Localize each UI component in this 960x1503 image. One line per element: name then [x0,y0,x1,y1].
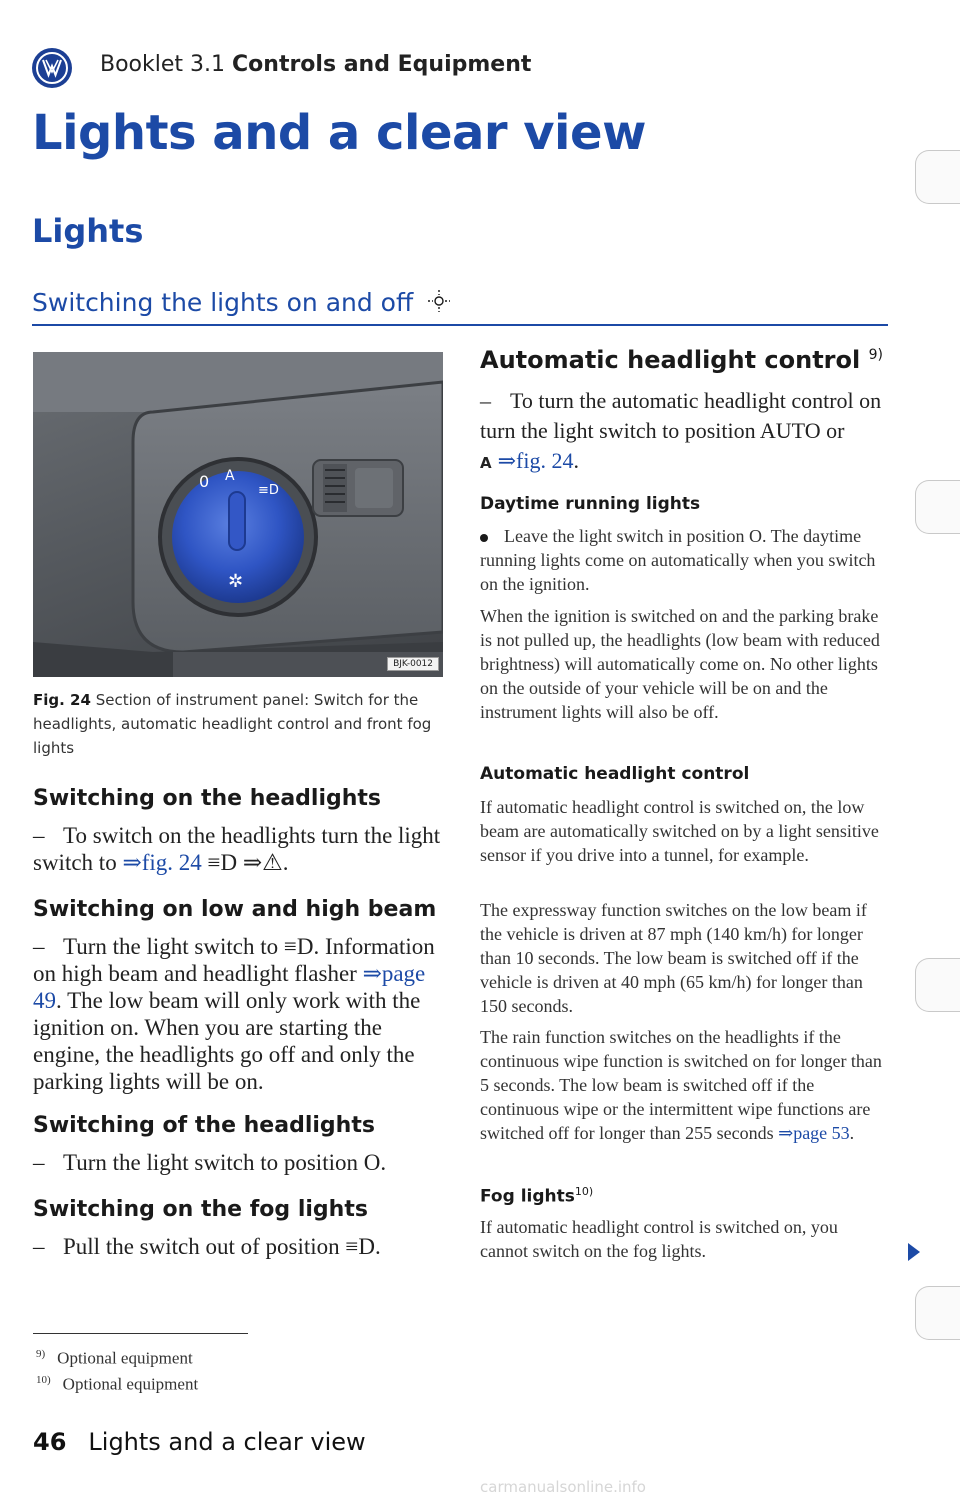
para-text: Turn the light switch to ≡D. Information on high beam and headlight flasher [33,934,435,986]
page-edge-tab [915,1286,960,1340]
footnote-9 [36,1348,193,1369]
para-ahc-tunnel: If automatic headlight control is switched on, the low beam are automatically switched on by a light sensitive sensor if you drive into a tunnel, for example. [480,797,879,865]
footnote-mark: 9) [36,1348,46,1360]
topic-heading [32,288,451,317]
footnote-ref-10[interactable]: 10) [574,1185,594,1198]
heading-automatic-headlight-control [480,346,883,374]
light-switch-illustration [33,352,443,677]
footnote-ref-9[interactable]: 9) [868,347,883,363]
heading-daytime-running-lights: Daytime running lights [480,494,701,514]
para-text-end: ≡D ⇒⚠. [201,850,289,875]
watermark: carmanualsonline.info [480,1478,646,1496]
heading-fog-lights: Switching on the fog lights [33,1197,368,1222]
heading-automatic-headlight-control-2: Automatic headlight control [480,764,750,784]
bullet-daytime-running-lights [480,524,890,596]
heading-switching-on-headlights: Switching on the headlights [33,786,382,811]
para-fog-lights: – Pull the switch out of position ≡D. [33,1234,381,1259]
para-text-end: . [849,1123,855,1143]
footnote-text: Optional equipment [62,1374,199,1394]
page-title: Lights and a clear view [32,105,646,161]
link-page-53[interactable]: ⇒page 53 [778,1123,850,1143]
para-ahc-expressway: The expressway function switches on the low beam if the vehicle is driven at 87 mph (140 km/h) for longer than 10 seconds. The low beam is switched off if the vehicle is driven at 40 mph (65 km/h) for longer than 150 seconds. [480,900,867,1016]
image-code: BJK-0012 [387,657,439,671]
figure-number: Fig. 24 [33,691,91,709]
para-daytime-running-lights: When the ignition is switched on and the parking brake is not pulled up, the headlights (low beam with reduced brightness) will automatically come on. No other lights on the outside of your vehicle will be on and the instrument lights will also be off. [480,606,880,722]
figure-caption [33,688,443,760]
para-fog-lights-right: If automatic headlight control is switched on, you cannot switch on the fog lights. [480,1217,838,1261]
heading-low-high-beam: Switching on low and high beam [33,897,437,922]
para-text: Pull the switch out of position ≡D. [63,1234,381,1259]
topic-heading-text: Switching the lights on and off [32,288,414,317]
heading-fog-lights-right [480,1185,593,1207]
link-fig-24-right[interactable]: ⇒fig. 24 [497,448,574,473]
para-auto-control: – To turn the automatic headlight control on turn the light switch to position AUTO or A ⇒fig. 24. [480,388,882,473]
bullet-icon [480,534,488,542]
para-text-end: . The low beam will only work with the ignition on. When you are starting the engine, the headlights go off and only the parking lights will be on. [33,988,421,1094]
heading-switching-off-headlights: Switching of the headlights [33,1113,375,1138]
link-page-49[interactable]: ⇒page 49 [33,961,426,1013]
vw-logo [32,48,72,88]
page-edge-tab [915,958,960,1012]
booklet-section: Controls and Equipment [232,52,532,77]
para-text: To turn the automatic headlight control on turn the light switch to position AUTO or [480,388,882,443]
para-switching-off-headlights: – Turn the light switch to position O. [33,1150,387,1175]
heading-text: Automatic headlight control [480,346,861,374]
para-text: The rain function switches on the headlights if the continuous wipe function is switched on for longer than 5 seconds. The low beam is switched off if the continuous wipe or the intermittent wipe functions are switched off for longer than 255 seconds [480,1027,882,1143]
page-subtitle: Lights [32,212,144,250]
footnote-10 [36,1374,198,1395]
page-number: 46 [33,1428,67,1456]
para-switching-on-headlights: – To switch on the headlights turn the light switch to ⇒fig. 24 ≡D ⇒⚠. [33,823,441,875]
figure-caption-text: Section of instrument panel: Switch for the headlights, automatic headlight control and front fog lights [33,691,432,757]
para-text: Turn the light switch to position O. [63,1150,387,1175]
link-fig-24[interactable]: ⇒fig. 24 [122,850,202,875]
page-footer [33,1428,366,1456]
sun-icon [427,289,451,313]
page-edge-tab [915,480,960,534]
continue-arrow-icon[interactable] [908,1243,920,1261]
dial-label-off: 0 [199,472,210,491]
para-text: To switch on the headlights turn the light switch to [33,823,441,875]
footnote-text: Optional equipment [57,1348,193,1368]
booklet-header [100,52,531,77]
vw-logo-icon [35,51,69,85]
para-ahc-rain [480,1025,890,1145]
dial-label-auto: A [225,468,235,484]
dial-label-low-beam: ≡D [258,483,279,498]
para-low-high-beam: – Turn the light switch to ≡D. Information on high beam and headlight flasher ⇒page 49. The low beam will only work with the ignition on. When you are starting the engine, the headlights go off and only the parking lights will be on. [33,934,435,1094]
booklet-label: Booklet 3.1 [100,52,226,77]
bullet-text: Leave the light switch in position O. The daytime running lights come on automatically when you switch on the ignition. [480,526,876,594]
dial-label-fog: ✲ [228,571,244,592]
footnote-rule [33,1333,248,1334]
footnote-mark: 10) [36,1374,51,1386]
footer-title: Lights and a clear view [88,1428,366,1456]
auto-symbol-icon: A [480,454,492,472]
heading-text: Fog lights [480,1186,575,1207]
page-edge-tab [915,150,960,204]
section-rule [32,324,888,326]
instrument-panel-photo [33,352,443,677]
